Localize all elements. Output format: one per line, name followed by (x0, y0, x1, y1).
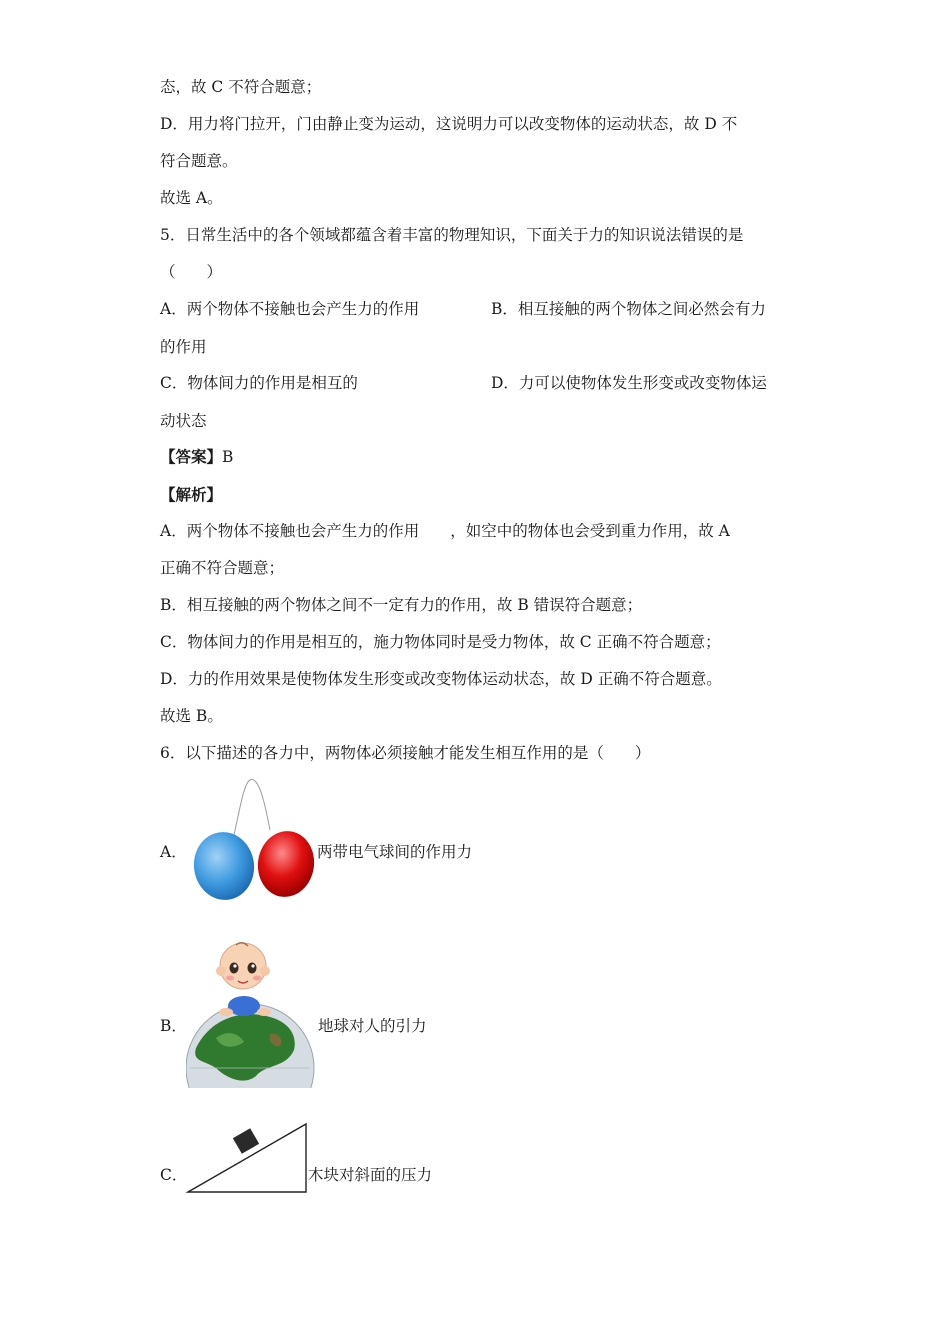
analysis-c: C．物体间力的作用是相互的，施力物体同时是受力物体，故 C 正确不符合题意； (160, 633, 721, 651)
wooden-block (233, 1128, 259, 1154)
answer-value: B (222, 448, 234, 466)
text-line: 态，故 C 不符合题意； (160, 78, 322, 96)
q5-option-d-cont: 动状态 (160, 412, 207, 430)
text-line: 故选 A。 (160, 189, 223, 207)
answer-label: 【答案】 (160, 447, 223, 466)
question-6-stem: 6．以下描述的各力中，两物体必须接触才能发生相互作用的是（ ） (160, 744, 651, 762)
baby-body (228, 996, 260, 1016)
q6-option-b-caption: 地球对人的引力 (318, 1017, 427, 1035)
analysis-b: B．相互接触的两个物体之间不一定有力的作用，故 B 错误符合题意； (160, 596, 643, 614)
q5-option-b: B．相互接触的两个物体之间必然会有力 (491, 300, 766, 318)
baby-on-globe-image (186, 938, 316, 1088)
text-line: 符合题意。 (160, 152, 238, 170)
q5-option-b-cont: 的作用 (160, 338, 207, 356)
q6-option-c-caption: 木块对斜面的压力 (308, 1166, 433, 1184)
answer-line (160, 447, 233, 467)
q5-option-d: D．力可以使物体发生形变或改变物体运 (491, 374, 767, 392)
analysis-a: A．两个物体不接触也会产生力的作用 ，如空中的物体也会受到重力作用，故 A (160, 522, 730, 540)
red-balloon (254, 827, 319, 900)
q5-option-c: C．物体间力的作用是相互的 (160, 374, 358, 392)
analysis-choice: 故选 B。 (160, 707, 223, 725)
analysis-d: D．力的作用效果是使物体发生形变或改变物体运动状态，故 D 正确不符合题意。 (160, 670, 722, 688)
question-5-stem: 5．日常生活中的各个领域都蕴含着丰富的物理知识，下面关于力的知识说法错误的是 (160, 226, 744, 244)
analysis-label: 【解析】 (160, 485, 223, 504)
q6-option-c-label: C． (160, 1166, 188, 1184)
charged-balloons-image (188, 778, 318, 903)
analysis-a-cont: 正确不符合题意； (160, 559, 285, 577)
block-on-incline-image (186, 1120, 310, 1196)
question-5-paren: （ ） (160, 263, 223, 281)
text-line: D．用力将门拉开，门由静止变为运动，这说明力可以改变物体的运动状态，故 D 不 (160, 115, 738, 133)
baby-head (220, 943, 266, 989)
q6-option-b-label: B． (160, 1017, 187, 1035)
q6-option-a-caption: 两带电气球间的作用力 (317, 843, 473, 861)
q5-option-a: A．两个物体不接触也会产生力的作用 (160, 300, 420, 318)
q6-option-a-label: A． (160, 843, 187, 861)
blue-balloon (190, 828, 259, 904)
